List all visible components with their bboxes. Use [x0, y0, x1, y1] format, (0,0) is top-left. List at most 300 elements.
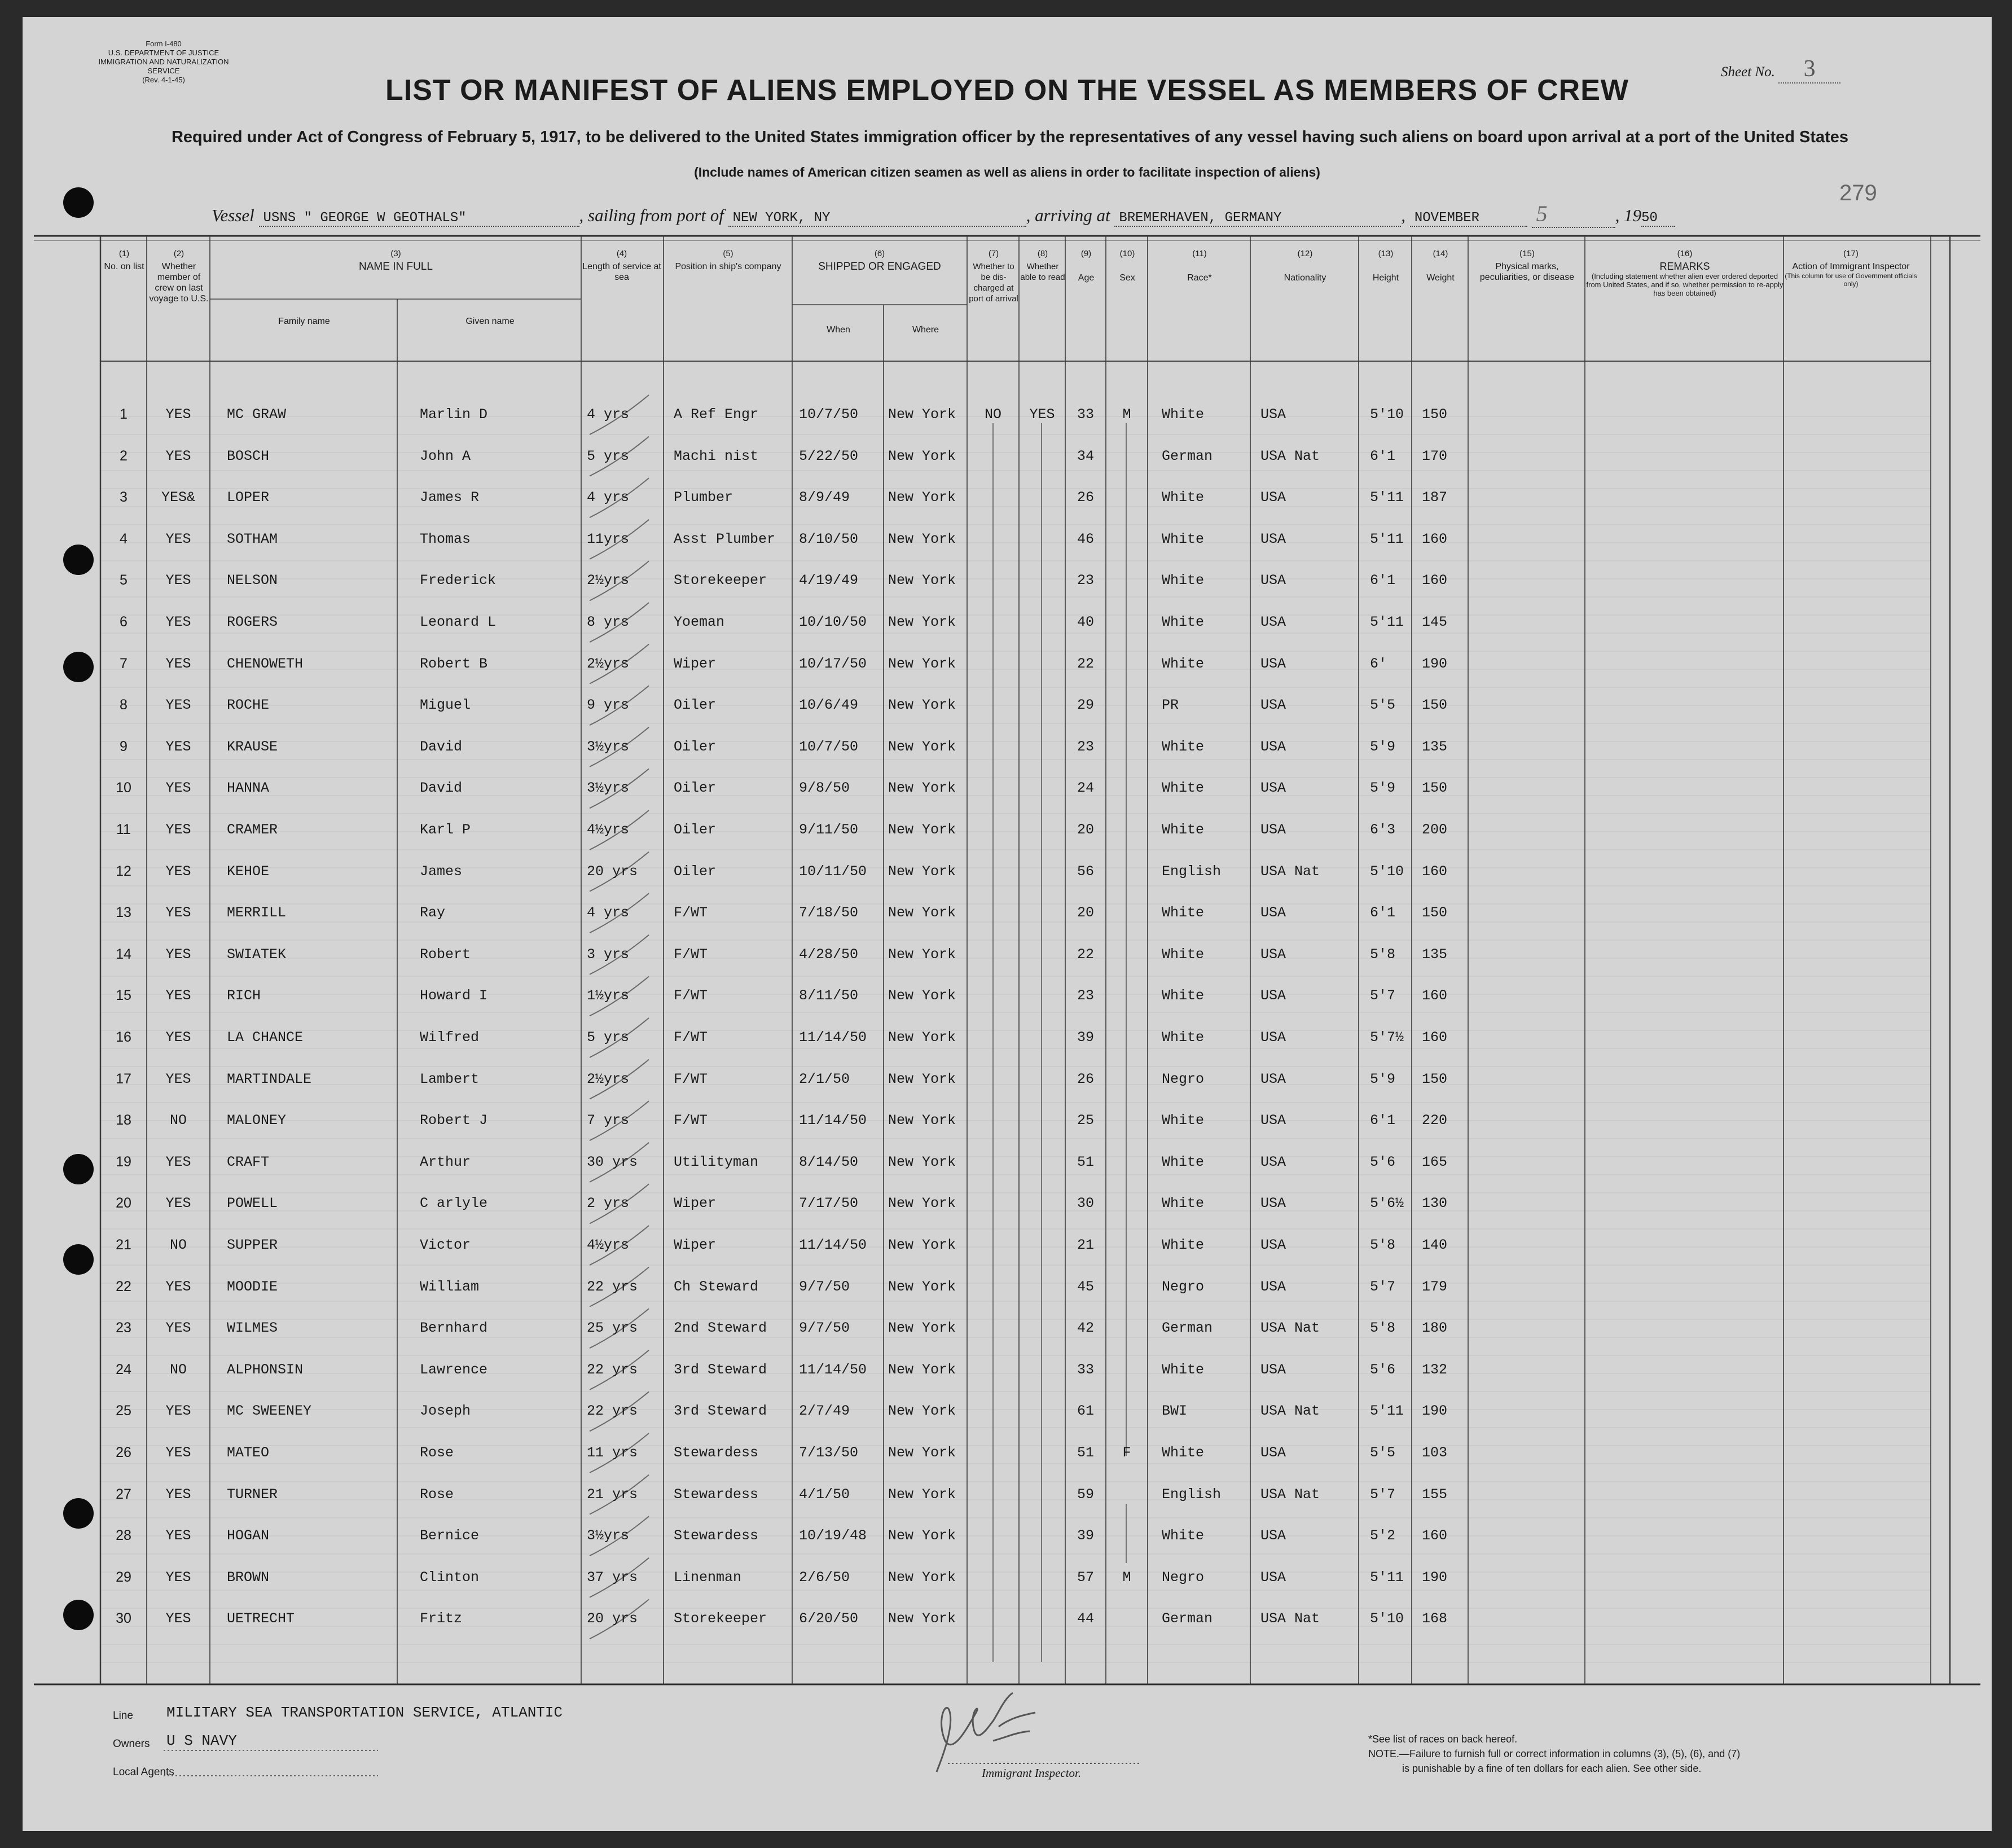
height: 6'	[1370, 655, 1387, 672]
row-number: 25	[116, 1403, 131, 1419]
height: 6'1	[1370, 572, 1396, 589]
crew-member-last-voyage: YES	[165, 406, 191, 423]
shipped-when: 11/14/50	[799, 1029, 867, 1046]
weight: 160	[1422, 863, 1448, 880]
ship-position: Stewardess	[674, 1527, 759, 1544]
given-name: Bernhard	[420, 1320, 488, 1337]
ship-position: Oiler	[674, 863, 717, 880]
nationality: USA	[1260, 822, 1286, 838]
family-name: MOODIE	[227, 1278, 278, 1295]
ship-position: Oiler	[674, 738, 717, 755]
family-name: LA CHANCE	[227, 1029, 304, 1046]
height: 5'7	[1370, 987, 1396, 1004]
length-of-service: 22 yrs	[587, 1361, 638, 1378]
age: 39	[1077, 1527, 1094, 1544]
weight: 160	[1422, 572, 1448, 589]
given-name: Lambert	[420, 1070, 480, 1087]
height: 6'1	[1370, 1112, 1396, 1129]
crew-member-last-voyage: YES	[165, 655, 191, 672]
length-of-service: 25 yrs	[587, 1320, 638, 1337]
race: White	[1162, 987, 1205, 1004]
row-number: 4	[120, 530, 128, 547]
length-of-service: 3½yrs	[587, 1527, 630, 1544]
nationality: USA	[1260, 489, 1286, 506]
family-name: KRAUSE	[227, 738, 278, 755]
family-name: MARTINDALE	[227, 1070, 312, 1087]
age: 39	[1077, 1029, 1094, 1046]
crew-member-last-voyage: YES	[165, 572, 191, 589]
crew-member-last-voyage: YES	[165, 1569, 191, 1586]
header-when: When	[827, 325, 850, 335]
crew-member-last-voyage: YES	[165, 1403, 191, 1420]
length-of-service: 2½yrs	[587, 572, 630, 589]
given-name: Robert B	[420, 655, 488, 672]
note-line1: NOTE.—Failure to furnish full or correct information in columns (3), (5), (6), and (7)	[1368, 1748, 1741, 1759]
length-of-service: 4 yrs	[587, 489, 630, 506]
include-note: (Include names of American citizen seamen as well as aliens in order to facilitate inspection of aliens)	[694, 165, 1320, 179]
race: German	[1162, 1610, 1213, 1627]
age: 22	[1077, 946, 1094, 963]
ship-position: Utilityman	[674, 1153, 759, 1170]
nationality: USA	[1260, 987, 1286, 1004]
row-number: 17	[116, 1070, 131, 1087]
shipped-when: 10/7/50	[799, 406, 859, 423]
height: 6'3	[1370, 822, 1396, 838]
crew-member-last-voyage: YES	[165, 822, 191, 838]
inspector-label: Immigrant Inspector.	[982, 1766, 1082, 1780]
height: 6'1	[1370, 447, 1396, 464]
shipped-when: 6/20/50	[799, 1610, 859, 1627]
ship-position: Oiler	[674, 697, 717, 714]
race: BWI	[1162, 1403, 1188, 1420]
race: Negro	[1162, 1278, 1205, 1295]
age: 57	[1077, 1569, 1094, 1586]
race: White	[1162, 822, 1205, 838]
shipped-where: New York	[888, 780, 956, 797]
weight: 150	[1422, 697, 1448, 714]
weight: 160	[1422, 1527, 1448, 1544]
ship-position: F/WT	[674, 1029, 708, 1046]
shipped-where: New York	[888, 489, 956, 506]
shipped-where: New York	[888, 406, 956, 423]
height: 5'9	[1370, 738, 1396, 755]
height: 5'6	[1370, 1153, 1396, 1170]
crew-member-last-voyage: YES	[165, 1610, 191, 1627]
race: White	[1162, 1361, 1205, 1378]
family-name: LOPER	[227, 489, 270, 506]
family-name: KEHOE	[227, 863, 270, 880]
family-name: SOTHAM	[227, 530, 278, 547]
given-name: Rose	[420, 1486, 454, 1503]
weight: 145	[1422, 614, 1448, 630]
sex: M	[1122, 1569, 1131, 1586]
discharged-at-arrival: NO	[984, 406, 1001, 423]
length-of-service: 2½yrs	[587, 655, 630, 672]
weight: 187	[1422, 489, 1448, 506]
race: White	[1162, 530, 1205, 547]
given-name: Marlin D	[420, 406, 488, 423]
age: 26	[1077, 1070, 1094, 1087]
shipped-where: New York	[888, 822, 956, 838]
age: 51	[1077, 1445, 1094, 1461]
sheet-number: 3	[1778, 55, 1840, 84]
nationality: USA	[1260, 905, 1286, 921]
family-name: UETRECHT	[227, 1610, 295, 1627]
race: German	[1162, 1320, 1213, 1337]
height: 5'9	[1370, 1070, 1396, 1087]
weight: 130	[1422, 1195, 1448, 1212]
requirement-text: Required under Act of Congress of February 5, 1917, to be delivered to the United States immigration officer by the representatives of any vessel having such aliens on board upon arrival at a port of the United States	[171, 128, 1849, 146]
given-name: Fritz	[420, 1610, 463, 1627]
row-number: 24	[116, 1361, 131, 1377]
header-race: (11) Race*	[1187, 249, 1212, 283]
given-name: William	[420, 1278, 480, 1295]
given-name: C arlyle	[420, 1195, 488, 1212]
nationality: USA	[1260, 697, 1286, 714]
nationality: USA	[1260, 655, 1286, 672]
races-note: *See list of races on back hereof.	[1368, 1733, 1518, 1745]
age: 40	[1077, 614, 1094, 630]
age: 23	[1077, 987, 1094, 1004]
shipped-when: 4/28/50	[799, 946, 859, 963]
nationality: USA	[1260, 1070, 1286, 1087]
weight: 165	[1422, 1153, 1448, 1170]
family-name: NELSON	[227, 572, 278, 589]
length-of-service: 11 yrs	[587, 1445, 638, 1461]
race: White	[1162, 738, 1205, 755]
race: White	[1162, 946, 1205, 963]
shipped-where: New York	[888, 1112, 956, 1129]
shipped-when: 10/6/49	[799, 697, 859, 714]
given-name: Rose	[420, 1445, 454, 1461]
family-name: CRAFT	[227, 1153, 270, 1170]
shipped-where: New York	[888, 447, 956, 464]
row-number: 22	[116, 1278, 131, 1294]
crew-member-last-voyage: YES	[165, 987, 191, 1004]
race: PR	[1162, 697, 1179, 714]
shipped-where: New York	[888, 1569, 956, 1586]
length-of-service: 4 yrs	[587, 905, 630, 921]
given-name: Frederick	[420, 572, 497, 589]
length-of-service: 5 yrs	[587, 447, 630, 464]
shipped-where: New York	[888, 905, 956, 921]
nationality: USA	[1260, 1237, 1286, 1253]
shipped-when: 11/14/50	[799, 1361, 867, 1378]
row-number: 3	[120, 489, 128, 506]
crew-member-last-voyage: YES	[165, 614, 191, 630]
given-name: Robert J	[420, 1112, 488, 1129]
length-of-service: 4½yrs	[587, 1237, 630, 1253]
row-number: 2	[120, 447, 128, 464]
ship-position: F/WT	[674, 946, 708, 963]
nationality: USA Nat	[1260, 1403, 1320, 1420]
crew-member-last-voyage: YES	[165, 697, 191, 714]
shipped-when: 10/10/50	[799, 614, 867, 630]
row-number: 18	[116, 1112, 131, 1129]
shipped-where: New York	[888, 1403, 956, 1420]
crew-member-last-voyage: YES	[165, 1070, 191, 1087]
weight: 160	[1422, 1029, 1448, 1046]
shipped-where: New York	[888, 614, 956, 630]
weight: 200	[1422, 822, 1448, 838]
shipped-when: 11/14/50	[799, 1237, 867, 1253]
weight: 170	[1422, 447, 1448, 464]
given-name: James R	[420, 489, 480, 506]
length-of-service: 22 yrs	[587, 1278, 638, 1295]
crew-member-last-voyage: YES	[165, 1320, 191, 1337]
weight: 160	[1422, 530, 1448, 547]
sex: M	[1122, 406, 1131, 423]
weight: 190	[1422, 655, 1448, 672]
row-number: 6	[120, 614, 128, 630]
length-of-service: 3½yrs	[587, 780, 630, 797]
nationality: USA Nat	[1260, 447, 1320, 464]
age: 45	[1077, 1278, 1094, 1295]
length-of-service: 9 yrs	[587, 697, 630, 714]
shipped-where: New York	[888, 863, 956, 880]
height: 5'10	[1370, 863, 1404, 880]
weight: 150	[1422, 905, 1448, 921]
row-number: 15	[116, 987, 131, 1004]
row-number: 20	[116, 1195, 131, 1211]
crew-member-last-voyage: YES	[165, 780, 191, 797]
height: 5'11	[1370, 530, 1404, 547]
shipped-where: New York	[888, 530, 956, 547]
race: White	[1162, 1112, 1205, 1129]
shipped-where: New York	[888, 987, 956, 1004]
family-name: MERRILL	[227, 905, 287, 921]
row-number: 28	[116, 1527, 131, 1544]
length-of-service: 20 yrs	[587, 1610, 638, 1627]
nationality: USA Nat	[1260, 1486, 1320, 1503]
family-name: WILMES	[227, 1320, 278, 1337]
ship-position: Oiler	[674, 822, 717, 838]
nationality: USA Nat	[1260, 1610, 1320, 1627]
family-name: SUPPER	[227, 1237, 278, 1253]
row-number: 16	[116, 1029, 131, 1045]
age: 46	[1077, 530, 1094, 547]
form-service: IMMIGRATION AND NATURALIZATION SERVICE	[98, 58, 229, 75]
length-of-service: 11yrs	[587, 530, 630, 547]
crew-member-last-voyage: YES	[165, 946, 191, 963]
ship-position: 3rd Steward	[674, 1403, 767, 1420]
race: English	[1162, 1486, 1222, 1503]
ship-position: Wiper	[674, 655, 717, 672]
line-label: Line	[113, 1710, 133, 1722]
length-of-service: 22 yrs	[587, 1403, 638, 1420]
header-physical-marks: (15) Physical marks, peculiarities, or disease	[1479, 249, 1575, 282]
nationality: USA Nat	[1260, 863, 1320, 880]
length-of-service: 20 yrs	[587, 863, 638, 880]
header-shipped: (6) SHIPPED OR ENGAGED	[818, 249, 941, 273]
shipped-where: New York	[888, 738, 956, 755]
crew-member-last-voyage: YES	[165, 738, 191, 755]
ship-position: Linenman	[674, 1569, 742, 1586]
owners-value: U S NAVY	[166, 1732, 237, 1749]
family-name: BROWN	[227, 1569, 270, 1586]
row-number: 5	[120, 572, 128, 589]
shipped-where: New York	[888, 1029, 956, 1046]
shipped-when: 11/14/50	[799, 1112, 867, 1129]
shipped-where: New York	[888, 1070, 956, 1087]
height: 5'7½	[1370, 1029, 1404, 1046]
line-value: MILITARY SEA TRANSPORTATION SERVICE, ATLANTIC	[166, 1704, 563, 1721]
shipped-when: 9/7/50	[799, 1320, 850, 1337]
crew-member-last-voyage: NO	[169, 1237, 187, 1253]
weight: 135	[1422, 946, 1448, 963]
ship-position: Stewardess	[674, 1486, 759, 1503]
race: White	[1162, 1445, 1205, 1461]
height: 5'2	[1370, 1527, 1396, 1544]
age: 20	[1077, 905, 1094, 921]
vessel-label: Vessel	[212, 205, 254, 225]
race: White	[1162, 489, 1205, 506]
age: 30	[1077, 1195, 1094, 1212]
weight: 220	[1422, 1112, 1448, 1129]
family-name: ROGERS	[227, 614, 278, 630]
crew-member-last-voyage: YES	[165, 863, 191, 880]
given-name: Ray	[420, 905, 446, 921]
height: 5'5	[1370, 1445, 1396, 1461]
local-agents-label: Local Agents	[113, 1766, 174, 1778]
weight: 135	[1422, 738, 1448, 755]
header-inspector-action: (17) Action of Immigrant Inspector (This column for use of Government officials only)	[1785, 249, 1917, 288]
crew-member-last-voyage: NO	[169, 1112, 187, 1129]
shipped-when: 2/7/49	[799, 1403, 850, 1420]
age: 23	[1077, 572, 1094, 589]
shipped-when: 10/17/50	[799, 655, 867, 672]
given-name: Thomas	[420, 530, 471, 547]
height: 5'9	[1370, 780, 1396, 797]
race: White	[1162, 1029, 1205, 1046]
ship-position: F/WT	[674, 1112, 708, 1129]
length-of-service: 7 yrs	[587, 1112, 630, 1129]
age: 56	[1077, 863, 1094, 880]
family-name: TURNER	[227, 1486, 278, 1503]
row-number: 23	[116, 1320, 131, 1336]
ship-position: A Ref Engr	[674, 406, 759, 423]
shipped-when: 10/11/50	[799, 863, 867, 880]
able-to-read: YES	[1029, 406, 1055, 423]
height: 5'7	[1370, 1278, 1396, 1295]
row-number: 29	[116, 1569, 131, 1585]
note-line2: is punishable by a fine of ten dollars for each alien. See other side.	[1402, 1763, 1702, 1774]
given-name: Clinton	[420, 1569, 480, 1586]
page-title: LIST OR MANIFEST OF ALIENS EMPLOYED ON THE VESSEL AS MEMBERS OF CREW	[385, 74, 1629, 107]
weight: 160	[1422, 987, 1448, 1004]
crew-member-last-voyage: YES	[165, 530, 191, 547]
weight: 180	[1422, 1320, 1448, 1337]
weight: 150	[1422, 1070, 1448, 1087]
nationality: USA	[1260, 1569, 1286, 1586]
shipped-when: 2/1/50	[799, 1070, 850, 1087]
family-name: HOGAN	[227, 1527, 270, 1544]
length-of-service: 37 yrs	[587, 1569, 638, 1586]
given-name: Arthur	[420, 1153, 471, 1170]
race: White	[1162, 406, 1205, 423]
crew-member-last-voyage: YES	[165, 1445, 191, 1461]
header-remarks: (16) REMARKS (Including statement whether alien ever ordered deported from United States, and if so, whether permission to re-apply has been obtained)	[1586, 249, 1783, 297]
nationality: USA	[1260, 1112, 1286, 1129]
row-number: 21	[116, 1237, 131, 1253]
nationality: USA	[1260, 780, 1286, 797]
ship-position: 3rd Steward	[674, 1361, 767, 1378]
height: 5'5	[1370, 697, 1396, 714]
age: 20	[1077, 822, 1094, 838]
age: 51	[1077, 1153, 1094, 1170]
shipped-when: 8/9/49	[799, 489, 850, 506]
row-number: 7	[120, 655, 128, 671]
age: 42	[1077, 1320, 1094, 1337]
row-number: 10	[116, 780, 131, 796]
race: White	[1162, 1527, 1205, 1544]
family-name: MC SWEENEY	[227, 1403, 312, 1420]
shipped-where: New York	[888, 1527, 956, 1544]
header-nationality: (12) Nationality	[1284, 249, 1326, 283]
crew-member-last-voyage: YES	[165, 1278, 191, 1295]
shipped-where: New York	[888, 1153, 956, 1170]
row-number: 9	[120, 738, 128, 754]
weight: 190	[1422, 1403, 1448, 1420]
nationality: USA Nat	[1260, 1320, 1320, 1337]
race: White	[1162, 572, 1205, 589]
age: 33	[1077, 406, 1094, 423]
header-sex: (10) Sex	[1119, 249, 1135, 283]
family-name: CHENOWETH	[227, 655, 304, 672]
weight: 190	[1422, 1569, 1448, 1586]
shipped-when: 10/7/50	[799, 738, 859, 755]
height: 5'6	[1370, 1361, 1396, 1378]
ship-position: Stewardess	[674, 1445, 759, 1461]
height: 5'10	[1370, 406, 1404, 423]
race: German	[1162, 447, 1213, 464]
shipped-where: New York	[888, 1610, 956, 1627]
ship-position: F/WT	[674, 1070, 708, 1087]
family-name: MALONEY	[227, 1112, 287, 1129]
crew-member-last-voyage: NO	[169, 1361, 187, 1378]
ship-position: F/WT	[674, 905, 708, 921]
shipped-when: 4/1/50	[799, 1486, 850, 1503]
weight: 140	[1422, 1237, 1448, 1253]
family-name: RICH	[227, 987, 261, 1004]
given-name: Robert	[420, 946, 471, 963]
race: White	[1162, 780, 1205, 797]
header-crew: (2) Whether member of crew on last voyage to U.S.	[149, 249, 209, 304]
arrival-day: 5	[1532, 200, 1615, 228]
ship-position: Oiler	[674, 780, 717, 797]
family-name: SWIATEK	[227, 946, 287, 963]
age: 34	[1077, 447, 1094, 464]
inspector-line	[948, 1761, 1140, 1766]
ship-position: 2nd Steward	[674, 1320, 767, 1337]
given-name: David	[420, 780, 463, 797]
header-name: (3) NAME IN FULL	[359, 249, 433, 273]
row-number: 30	[116, 1610, 131, 1627]
nationality: USA	[1260, 1527, 1286, 1544]
height: 5'11	[1370, 1569, 1404, 1586]
family-name: BOSCH	[227, 447, 270, 464]
header-weight: (14) Weight	[1426, 249, 1455, 283]
ship-position: Machi nist	[674, 447, 759, 464]
shipped-where: New York	[888, 655, 956, 672]
length-of-service: 3 yrs	[587, 946, 630, 963]
given-name: Joseph	[420, 1403, 471, 1420]
vessel-line: Vessel USNS " GEORGE W GEOTHALS" , sailing from port of NEW YORK, NY , arriving at BREMERHAVEN, GERMANY , NOVEMBER 5 , 1950	[212, 200, 1675, 228]
family-name: ALPHONSIN	[227, 1361, 304, 1378]
height: 5'11	[1370, 614, 1404, 630]
shipped-when: 8/14/50	[799, 1153, 859, 1170]
shipped-when: 4/19/49	[799, 572, 859, 589]
